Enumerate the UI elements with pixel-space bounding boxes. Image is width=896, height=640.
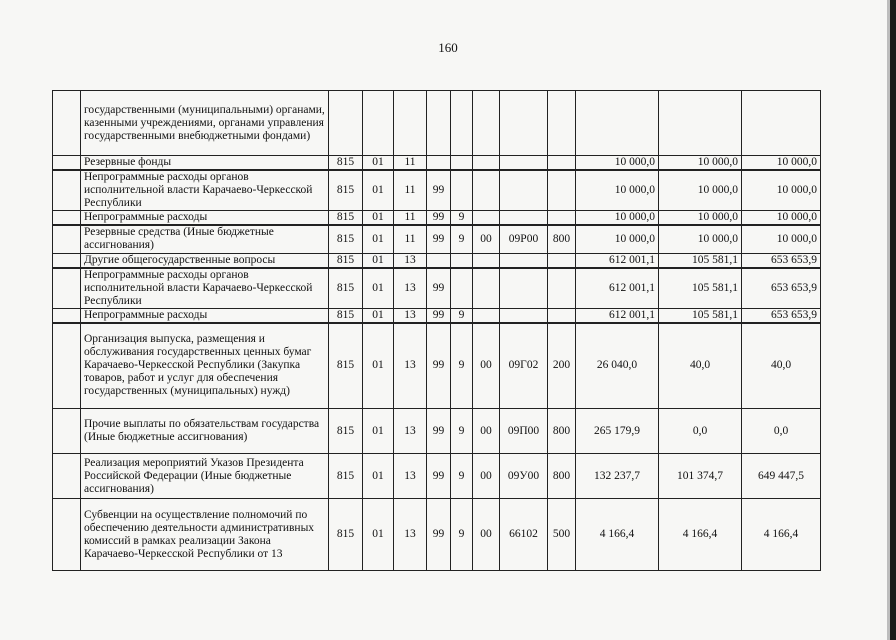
code-ved: 815 — [329, 225, 363, 253]
code-p1 — [427, 253, 451, 268]
code-pr: 11 — [394, 156, 427, 171]
code-vr: 800 — [548, 225, 576, 253]
code-pr: 13 — [394, 308, 427, 323]
code-p2: 9 — [451, 454, 473, 499]
code-p3 — [473, 91, 500, 156]
row-name: государственными (муниципальными) органами, казенными учреждениями, органами управления государственными внебюджетными фондами) — [81, 91, 329, 156]
code-p2 — [451, 268, 473, 309]
code-rz: 01 — [363, 323, 394, 409]
code-p1: 99 — [427, 225, 451, 253]
code-p3 — [473, 170, 500, 211]
table-row — [53, 211, 821, 226]
budget-table-body — [53, 91, 821, 571]
row-name: Непрограммные расходы органов исполнительной власти Карачаево-Черкесской Республики — [81, 170, 329, 211]
sum-s3 — [742, 91, 821, 156]
sum-s1: 612 001,1 — [576, 268, 659, 309]
code-p4 — [500, 253, 548, 268]
sum-s2: 10 000,0 — [659, 170, 742, 211]
code-rz: 01 — [363, 268, 394, 309]
code-vr: 200 — [548, 323, 576, 409]
code-pr: 13 — [394, 268, 427, 309]
code-pr: 13 — [394, 409, 427, 454]
blank-cell — [53, 308, 81, 323]
row-name: Организация выпуска, размещения и обслуживания государственных ценных бумаг Карачаево-Черкесской Республики (Закупка товаров, работ и услуг для обеспечения государственных (муниципальных) нужд) — [81, 323, 329, 409]
code-pr: 11 — [394, 225, 427, 253]
code-rz: 01 — [363, 499, 394, 571]
code-vr: 800 — [548, 409, 576, 454]
row-name: Реализация мероприятий Указов Президента Российской Федерации (Иные бюджетные ассигнования) — [81, 454, 329, 499]
code-p2: 9 — [451, 499, 473, 571]
sum-s1: 10 000,0 — [576, 211, 659, 226]
code-vr — [548, 308, 576, 323]
sum-s3: 4 166,4 — [742, 499, 821, 571]
sum-s2 — [659, 91, 742, 156]
sum-s3: 10 000,0 — [742, 156, 821, 171]
code-p2 — [451, 253, 473, 268]
code-vr — [548, 253, 576, 268]
code-rz: 01 — [363, 454, 394, 499]
sum-s1: 612 001,1 — [576, 253, 659, 268]
code-ved — [329, 91, 363, 156]
sum-s1: 612 001,1 — [576, 308, 659, 323]
code-p2 — [451, 156, 473, 171]
sum-s2: 105 581,1 — [659, 308, 742, 323]
blank-cell — [53, 91, 81, 156]
code-p2 — [451, 91, 473, 156]
blank-cell — [53, 170, 81, 211]
sum-s3: 40,0 — [742, 323, 821, 409]
page-number: 160 — [438, 40, 458, 55]
code-p3 — [473, 268, 500, 309]
sum-s2: 40,0 — [659, 323, 742, 409]
scan-edge — [890, 0, 896, 640]
sum-s3: 10 000,0 — [742, 211, 821, 226]
code-p2: 9 — [451, 323, 473, 409]
code-ved: 815 — [329, 268, 363, 309]
code-p4 — [500, 268, 548, 309]
code-ved: 815 — [329, 454, 363, 499]
code-ved: 815 — [329, 156, 363, 171]
code-p3 — [473, 308, 500, 323]
code-rz: 01 — [363, 253, 394, 268]
code-rz — [363, 91, 394, 156]
code-p2: 9 — [451, 409, 473, 454]
code-p3: 00 — [473, 323, 500, 409]
code-p2: 9 — [451, 211, 473, 226]
code-rz: 01 — [363, 170, 394, 211]
code-p3: 00 — [473, 454, 500, 499]
code-vr — [548, 268, 576, 309]
code-pr: 11 — [394, 211, 427, 226]
code-p4 — [500, 211, 548, 226]
sum-s2: 105 581,1 — [659, 268, 742, 309]
code-p2: 9 — [451, 308, 473, 323]
sum-s1: 4 166,4 — [576, 499, 659, 571]
code-p4 — [500, 156, 548, 171]
table-row — [53, 454, 821, 499]
blank-cell — [53, 499, 81, 571]
code-p1: 99 — [427, 268, 451, 309]
code-rz: 01 — [363, 308, 394, 323]
blank-cell — [53, 225, 81, 253]
sum-s1: 132 237,7 — [576, 454, 659, 499]
table-row — [53, 156, 821, 171]
code-pr: 13 — [394, 454, 427, 499]
code-p4: 09Г02 — [500, 323, 548, 409]
code-p3: 00 — [473, 499, 500, 571]
code-p1: 99 — [427, 170, 451, 211]
code-pr: 13 — [394, 323, 427, 409]
code-vr — [548, 211, 576, 226]
sum-s1: 265 179,9 — [576, 409, 659, 454]
code-p1: 99 — [427, 323, 451, 409]
row-name: Непрограммные расходы органов исполнительной власти Карачаево-Черкесской Республики — [81, 268, 329, 309]
sum-s1: 10 000,0 — [576, 156, 659, 171]
row-name: Другие общегосударственные вопросы — [81, 253, 329, 268]
code-p1 — [427, 156, 451, 171]
code-rz: 01 — [363, 409, 394, 454]
code-vr — [548, 170, 576, 211]
sum-s3: 10 000,0 — [742, 170, 821, 211]
table-row — [53, 308, 821, 323]
sum-s1: 10 000,0 — [576, 225, 659, 253]
code-ved: 815 — [329, 323, 363, 409]
sum-s2: 10 000,0 — [659, 156, 742, 171]
code-p4: 66102 — [500, 499, 548, 571]
sum-s1: 10 000,0 — [576, 170, 659, 211]
code-rz: 01 — [363, 211, 394, 226]
code-vr: 500 — [548, 499, 576, 571]
sum-s2: 105 581,1 — [659, 253, 742, 268]
row-name: Субвенции на осуществление полномочий по обеспечению деятельности административных комиссий в рамках реализации Закона Карачаево-Черкесской Республики от 13 — [81, 499, 329, 571]
code-ved: 815 — [329, 409, 363, 454]
sum-s1: 26 040,0 — [576, 323, 659, 409]
table-row — [53, 170, 821, 211]
sum-s2: 10 000,0 — [659, 225, 742, 253]
code-pr: 11 — [394, 170, 427, 211]
code-pr: 13 — [394, 499, 427, 571]
table-row — [53, 225, 821, 253]
blank-cell — [53, 454, 81, 499]
sum-s3: 653 653,9 — [742, 308, 821, 323]
code-p2: 9 — [451, 225, 473, 253]
code-p3: 00 — [473, 409, 500, 454]
code-p4: 09У00 — [500, 454, 548, 499]
code-p3: 00 — [473, 225, 500, 253]
table-row — [53, 499, 821, 571]
blank-cell — [53, 323, 81, 409]
code-p3 — [473, 156, 500, 171]
code-vr — [548, 91, 576, 156]
code-ved: 815 — [329, 170, 363, 211]
sum-s3: 653 653,9 — [742, 268, 821, 309]
blank-cell — [53, 211, 81, 226]
code-pr: 13 — [394, 253, 427, 268]
sum-s3: 10 000,0 — [742, 225, 821, 253]
blank-cell — [53, 253, 81, 268]
code-ved: 815 — [329, 499, 363, 571]
code-p4 — [500, 308, 548, 323]
blank-cell — [53, 156, 81, 171]
sum-s2: 10 000,0 — [659, 211, 742, 226]
table-row — [53, 268, 821, 309]
code-rz: 01 — [363, 156, 394, 171]
sum-s2: 4 166,4 — [659, 499, 742, 571]
sum-s3: 0,0 — [742, 409, 821, 454]
row-name: Резервные средства (Иные бюджетные ассигнования) — [81, 225, 329, 253]
row-name: Непрограммные расходы — [81, 308, 329, 323]
code-p4: 09Р00 — [500, 225, 548, 253]
sum-s2: 0,0 — [659, 409, 742, 454]
sum-s3: 649 447,5 — [742, 454, 821, 499]
code-ved: 815 — [329, 308, 363, 323]
table-row — [53, 409, 821, 454]
code-p4 — [500, 91, 548, 156]
code-ved: 815 — [329, 211, 363, 226]
code-p1: 99 — [427, 409, 451, 454]
blank-cell — [53, 409, 81, 454]
row-name: Прочие выплаты по обязательствам государства (Иные бюджетные ассигнования) — [81, 409, 329, 454]
code-p4 — [500, 170, 548, 211]
blank-cell — [53, 268, 81, 309]
table-row — [53, 253, 821, 268]
row-name: Резервные фонды — [81, 156, 329, 171]
code-p1: 99 — [427, 499, 451, 571]
code-rz: 01 — [363, 225, 394, 253]
code-p3 — [473, 211, 500, 226]
sum-s3: 653 653,9 — [742, 253, 821, 268]
code-p1: 99 — [427, 211, 451, 226]
code-p1: 99 — [427, 454, 451, 499]
sum-s1 — [576, 91, 659, 156]
code-ved: 815 — [329, 253, 363, 268]
code-p1 — [427, 91, 451, 156]
row-name: Непрограммные расходы — [81, 211, 329, 226]
sum-s2: 101 374,7 — [659, 454, 742, 499]
budget-table — [52, 90, 821, 571]
code-p3 — [473, 253, 500, 268]
table-row — [53, 323, 821, 409]
code-pr — [394, 91, 427, 156]
code-p4: 09П00 — [500, 409, 548, 454]
code-vr: 800 — [548, 454, 576, 499]
table-row — [53, 91, 821, 156]
code-p2 — [451, 170, 473, 211]
code-vr — [548, 156, 576, 171]
code-p1: 99 — [427, 308, 451, 323]
